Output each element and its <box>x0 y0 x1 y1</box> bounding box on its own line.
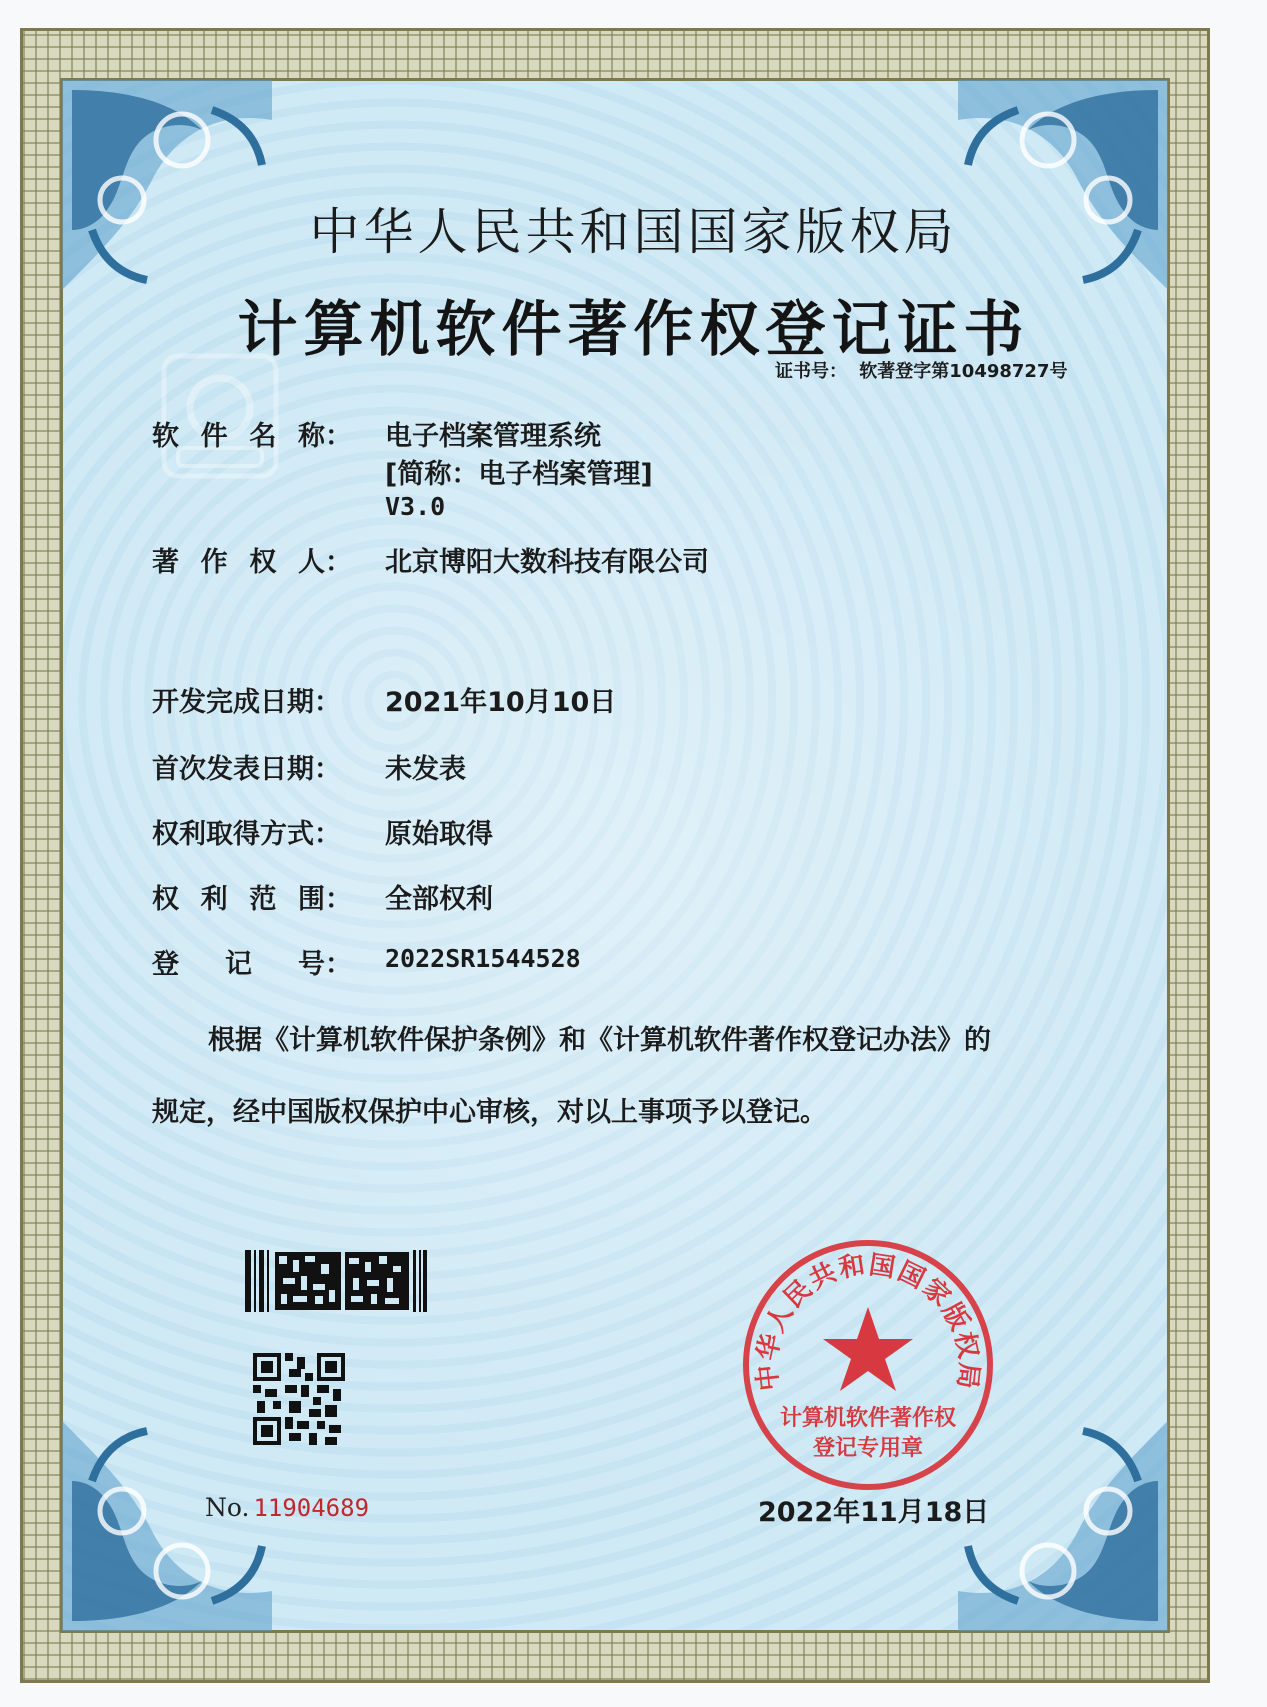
first-publish-date-value: 未发表 <box>385 754 466 785</box>
corner-ornament-bottom-left <box>62 1421 272 1631</box>
star-icon <box>823 1307 913 1391</box>
acquisition-method-value: 原始取得 <box>385 819 493 850</box>
software-name-label: 软 件 名 称： <box>152 421 352 452</box>
copyright-owner-label: 著 作 权 人： <box>152 547 352 578</box>
serial-number <box>205 1493 369 1522</box>
qr-code-icon <box>253 1353 345 1445</box>
issuer-name: 中华人民共和国国家版权局 <box>309 203 958 261</box>
rights-scope-value: 全部权利 <box>385 884 493 915</box>
registration-number-label: 登 记 号： <box>152 949 352 980</box>
certificate-title: 计算机软件著作权登记证书 <box>237 295 1030 365</box>
software-version: V3.0 <box>385 492 446 521</box>
completion-date-value: 2021年10月10日 <box>385 687 617 718</box>
serial-prefix: No. <box>205 1493 250 1522</box>
software-name-value: 电子档案管理系统 <box>385 421 601 452</box>
legal-text-line2: 规定，经中国版权保护中心审核，对以上事项予以登记。 <box>152 1097 827 1128</box>
copyright-owner-value: 北京博阳大数科技有限公司 <box>385 547 709 578</box>
rights-scope-label: 权 利 范 围： <box>152 884 352 915</box>
first-publish-date-label: 首次发表日期： <box>152 754 341 785</box>
seal-line1: 计算机软件著作权 <box>779 1406 957 1431</box>
registration-number-value: 2022SR1544528 <box>385 944 581 973</box>
legal-text-line1: 根据《计算机软件保护条例》和《计算机软件著作权登记办法》的 <box>208 1025 991 1056</box>
seal-line2: 登记专用章 <box>812 1436 924 1461</box>
certificate-number <box>775 357 1073 383</box>
certificate-number-value: 软著登字第10498727号 <box>859 361 1068 382</box>
serial-number-value: 11904689 <box>253 1494 370 1522</box>
barcode-icon <box>245 1250 427 1312</box>
acquisition-method-label: 权利取得方式： <box>152 819 341 850</box>
certificate-number-label: 证书号： <box>775 361 847 382</box>
software-short-name: [简称：电子档案管理] <box>385 459 653 490</box>
issue-date: 2022年11月18日 <box>758 1497 990 1528</box>
seal-ring-text: 中华人民共和国国家版权局 <box>752 1250 984 1393</box>
completion-date-label: 开发完成日期： <box>152 687 341 718</box>
official-seal <box>738 1235 998 1495</box>
